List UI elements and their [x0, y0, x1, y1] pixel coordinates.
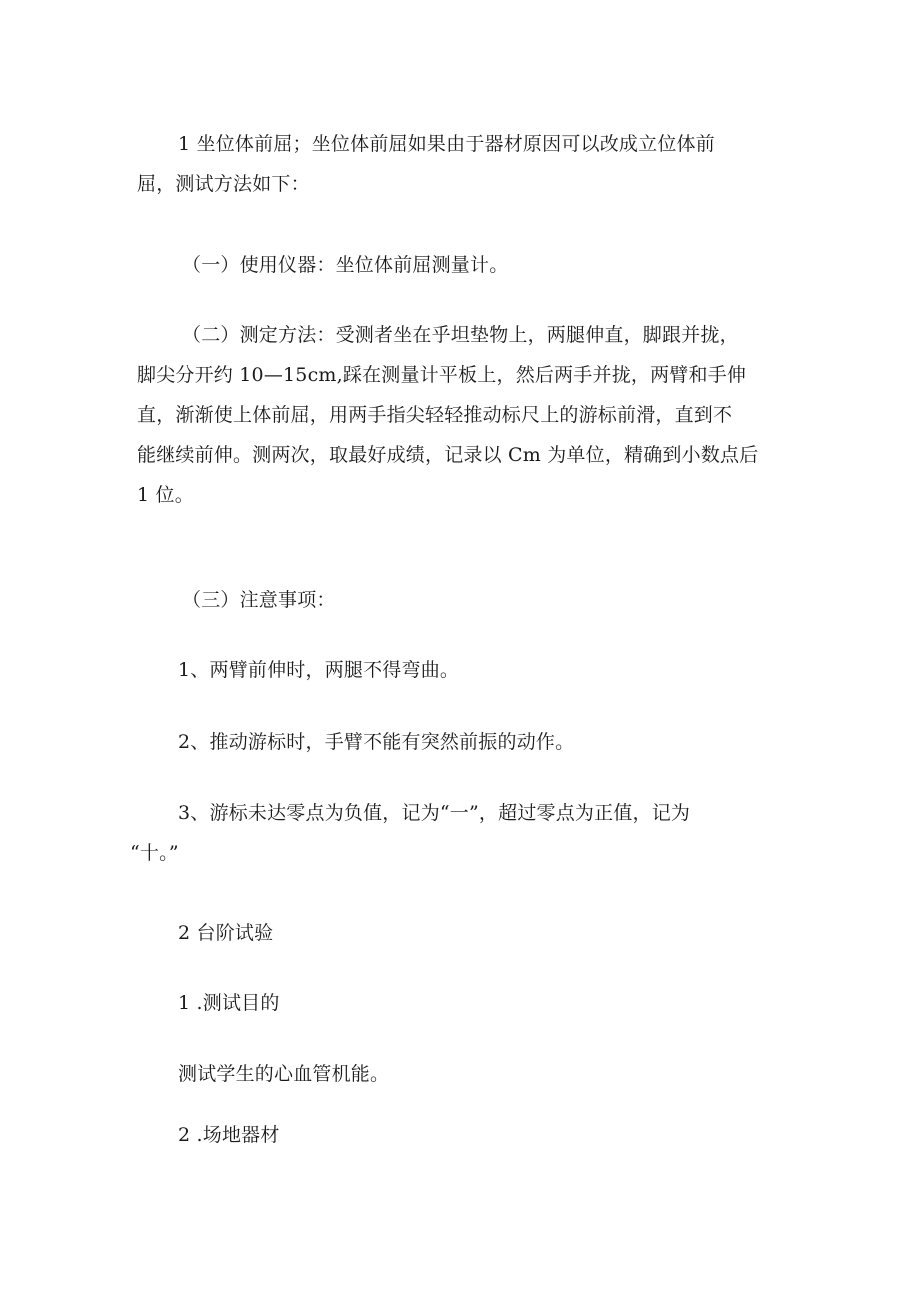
paragraph-test-purpose [0, 1054, 920, 1094]
heading-step-test [0, 913, 920, 953]
text-line: 能继续前伸。测两次，取最好成绩，记录以 Cm 为单位，精确到小数点后 [137, 444, 759, 466]
text-line: （三）注意事项： [182, 589, 336, 611]
paragraph-method [0, 315, 920, 515]
text-line: 测试学生的心血管机能。 [178, 1063, 390, 1085]
text-line: 3、游标未达零点为负值，记为“一”，超过零点为正值，记为 [178, 802, 691, 824]
text-line: 2 .场地器材 [178, 1124, 280, 1146]
text-line: 1、两臂前伸时，两腿不得弯曲。 [178, 659, 460, 681]
text-line: （一）使用仪器：坐位体前屈测量计。 [182, 254, 509, 276]
text-line: 1 坐位体前屈；坐位体前屈如果由于器材原因可以改成立位体前 [178, 133, 715, 155]
text-line: “十。” [130, 842, 179, 864]
text-line: 1 .测试目的 [178, 992, 280, 1014]
text-line: 屈，测试方法如下： [137, 173, 310, 195]
text-line: 直，渐渐使上体前屈，用两手指尖轻轻推动标尺上的游标前滑，直到不 [137, 404, 733, 426]
text-line: 2 台阶试验 [178, 922, 274, 944]
text-line: 1 位。 [137, 484, 194, 506]
heading-test-purpose [0, 983, 920, 1023]
text-line: 脚尖分开约 10—15cm,踩在测量计平板上，然后两手并拢，两臂和手伸 [137, 364, 747, 386]
text-line: 2、推动游标时，手臂不能有突然前振的动作。 [178, 731, 575, 753]
paragraph-sit-and-reach-intro [0, 124, 920, 204]
paragraph-instrument [0, 245, 920, 285]
heading-venue-equipment [0, 1115, 920, 1155]
paragraph-note-2 [0, 722, 920, 762]
paragraph-note-1 [0, 650, 920, 690]
text-line: （二）测定方法：受测者坐在乎坦垫物上，两腿伸直，脚跟并拢， [182, 324, 739, 346]
paragraph-notes-heading [0, 580, 920, 620]
paragraph-note-3 [0, 793, 920, 873]
